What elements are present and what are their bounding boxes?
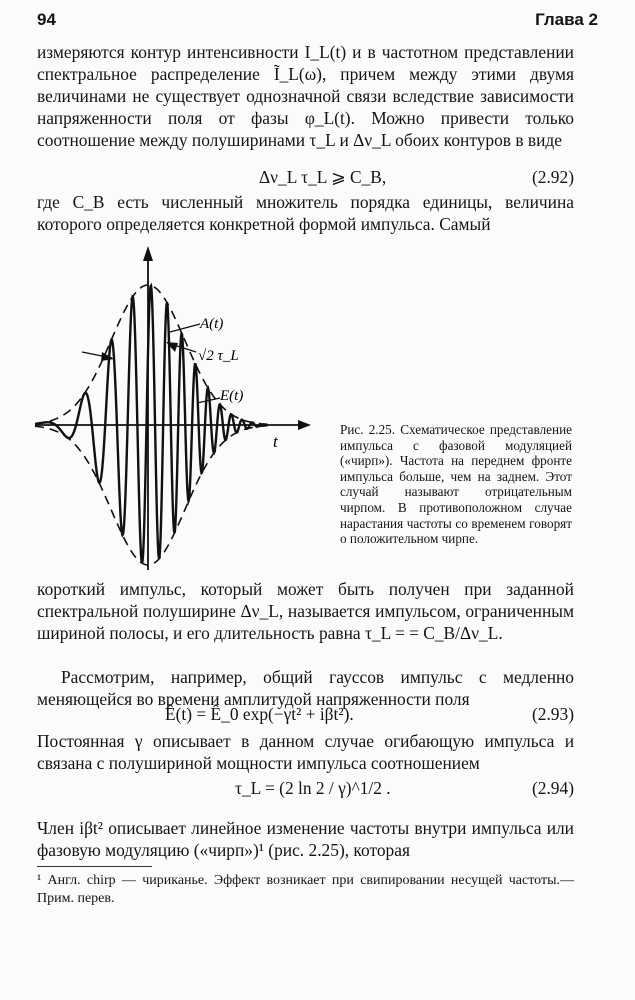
running-header bbox=[37, 10, 598, 36]
amplitude-leader bbox=[170, 324, 200, 332]
field-label: E(t) bbox=[220, 388, 244, 404]
amplitude-label: A(t) bbox=[200, 316, 224, 332]
paragraph-3: короткий импульс, который может быть получен при заданной спектральной полуширине Δν_L, называется импульсом, ограниченным шириной полосы, и его длительность равна τ_L = = C_B/Δν_L. bbox=[37, 579, 574, 643]
width-label: √2 τ_L bbox=[198, 348, 239, 364]
figure-caption: Рис. 2.25. Схематическое представление импульса с фазовой модуляцией («чирп»). Частота на переднем фронте импульса больше, чем на заднем. Этот случай называют отрицательным чирпом. В противоположном случае нарастания частоты со временем говорят о положительном чирпе. bbox=[340, 422, 572, 547]
equation-2-93 bbox=[37, 702, 574, 728]
equation-number: (2.92) bbox=[531, 167, 574, 187]
chirp-pulse-diagram bbox=[30, 240, 330, 575]
paragraph-1: измеряются контур интенсивности I_L(t) и в частотном представлении спектральное распределение Ĩ_L(ω), причем между этими двумя величинами не существует однозначной связи вследствие зависимости напряженности поля от фазы φ_L(t). Можно привести только соотношение между полуширинами τ_L и Δν_L обоих контуров в виде bbox=[37, 42, 574, 150]
paragraph-6: Член iβt² описывает линейное изменение частоты внутри импульса или фазовую модуляцию («чирп»)¹ (рис. 2.25), которая bbox=[37, 818, 574, 860]
chapter-title: Глава 2 bbox=[535, 10, 598, 29]
width-marker-left-arrowhead bbox=[101, 352, 114, 361]
equation-formula: Ê(t) = Ê_0 exp(−γt² + iβt²). bbox=[165, 704, 354, 724]
width-marker-right-arrowhead bbox=[166, 342, 178, 352]
figure-2-25 bbox=[30, 240, 330, 575]
envelope-lower bbox=[35, 426, 269, 565]
time-axis-arrow bbox=[298, 420, 311, 430]
page-number: 94 bbox=[37, 10, 56, 29]
equation-number: (2.93) bbox=[531, 704, 574, 724]
footnote: ¹ Англ. chirp — чириканье. Эффект возникает при свипировании несущей частоты.— Прим. перев. bbox=[37, 873, 574, 906]
paragraph-5: Постоянная γ описывает в данном случае огибающую импульса и связана с полушириной мощности импульса соотношением bbox=[37, 731, 574, 773]
equation-formula: Δν_L τ_L ⩾ C_B, bbox=[259, 167, 387, 187]
equation-formula: τ_L = (2 ln 2 / γ)^1/2 . bbox=[235, 778, 391, 798]
equation-2-92 bbox=[37, 165, 574, 191]
footnote-rule bbox=[37, 866, 152, 867]
paragraph-4: Рассмотрим, например, общий гауссов импульс с медленно меняющейся во времени амплитудой напряженности поля bbox=[37, 667, 574, 709]
equation-number: (2.94) bbox=[531, 778, 574, 798]
field-axis-arrow bbox=[143, 246, 153, 261]
time-axis-label: t bbox=[273, 432, 278, 451]
paragraph-2: где C_B есть численный множитель порядка единицы, величина которого определяется конкретной формой импульса. Самый bbox=[37, 192, 574, 234]
equation-2-94 bbox=[37, 776, 574, 802]
